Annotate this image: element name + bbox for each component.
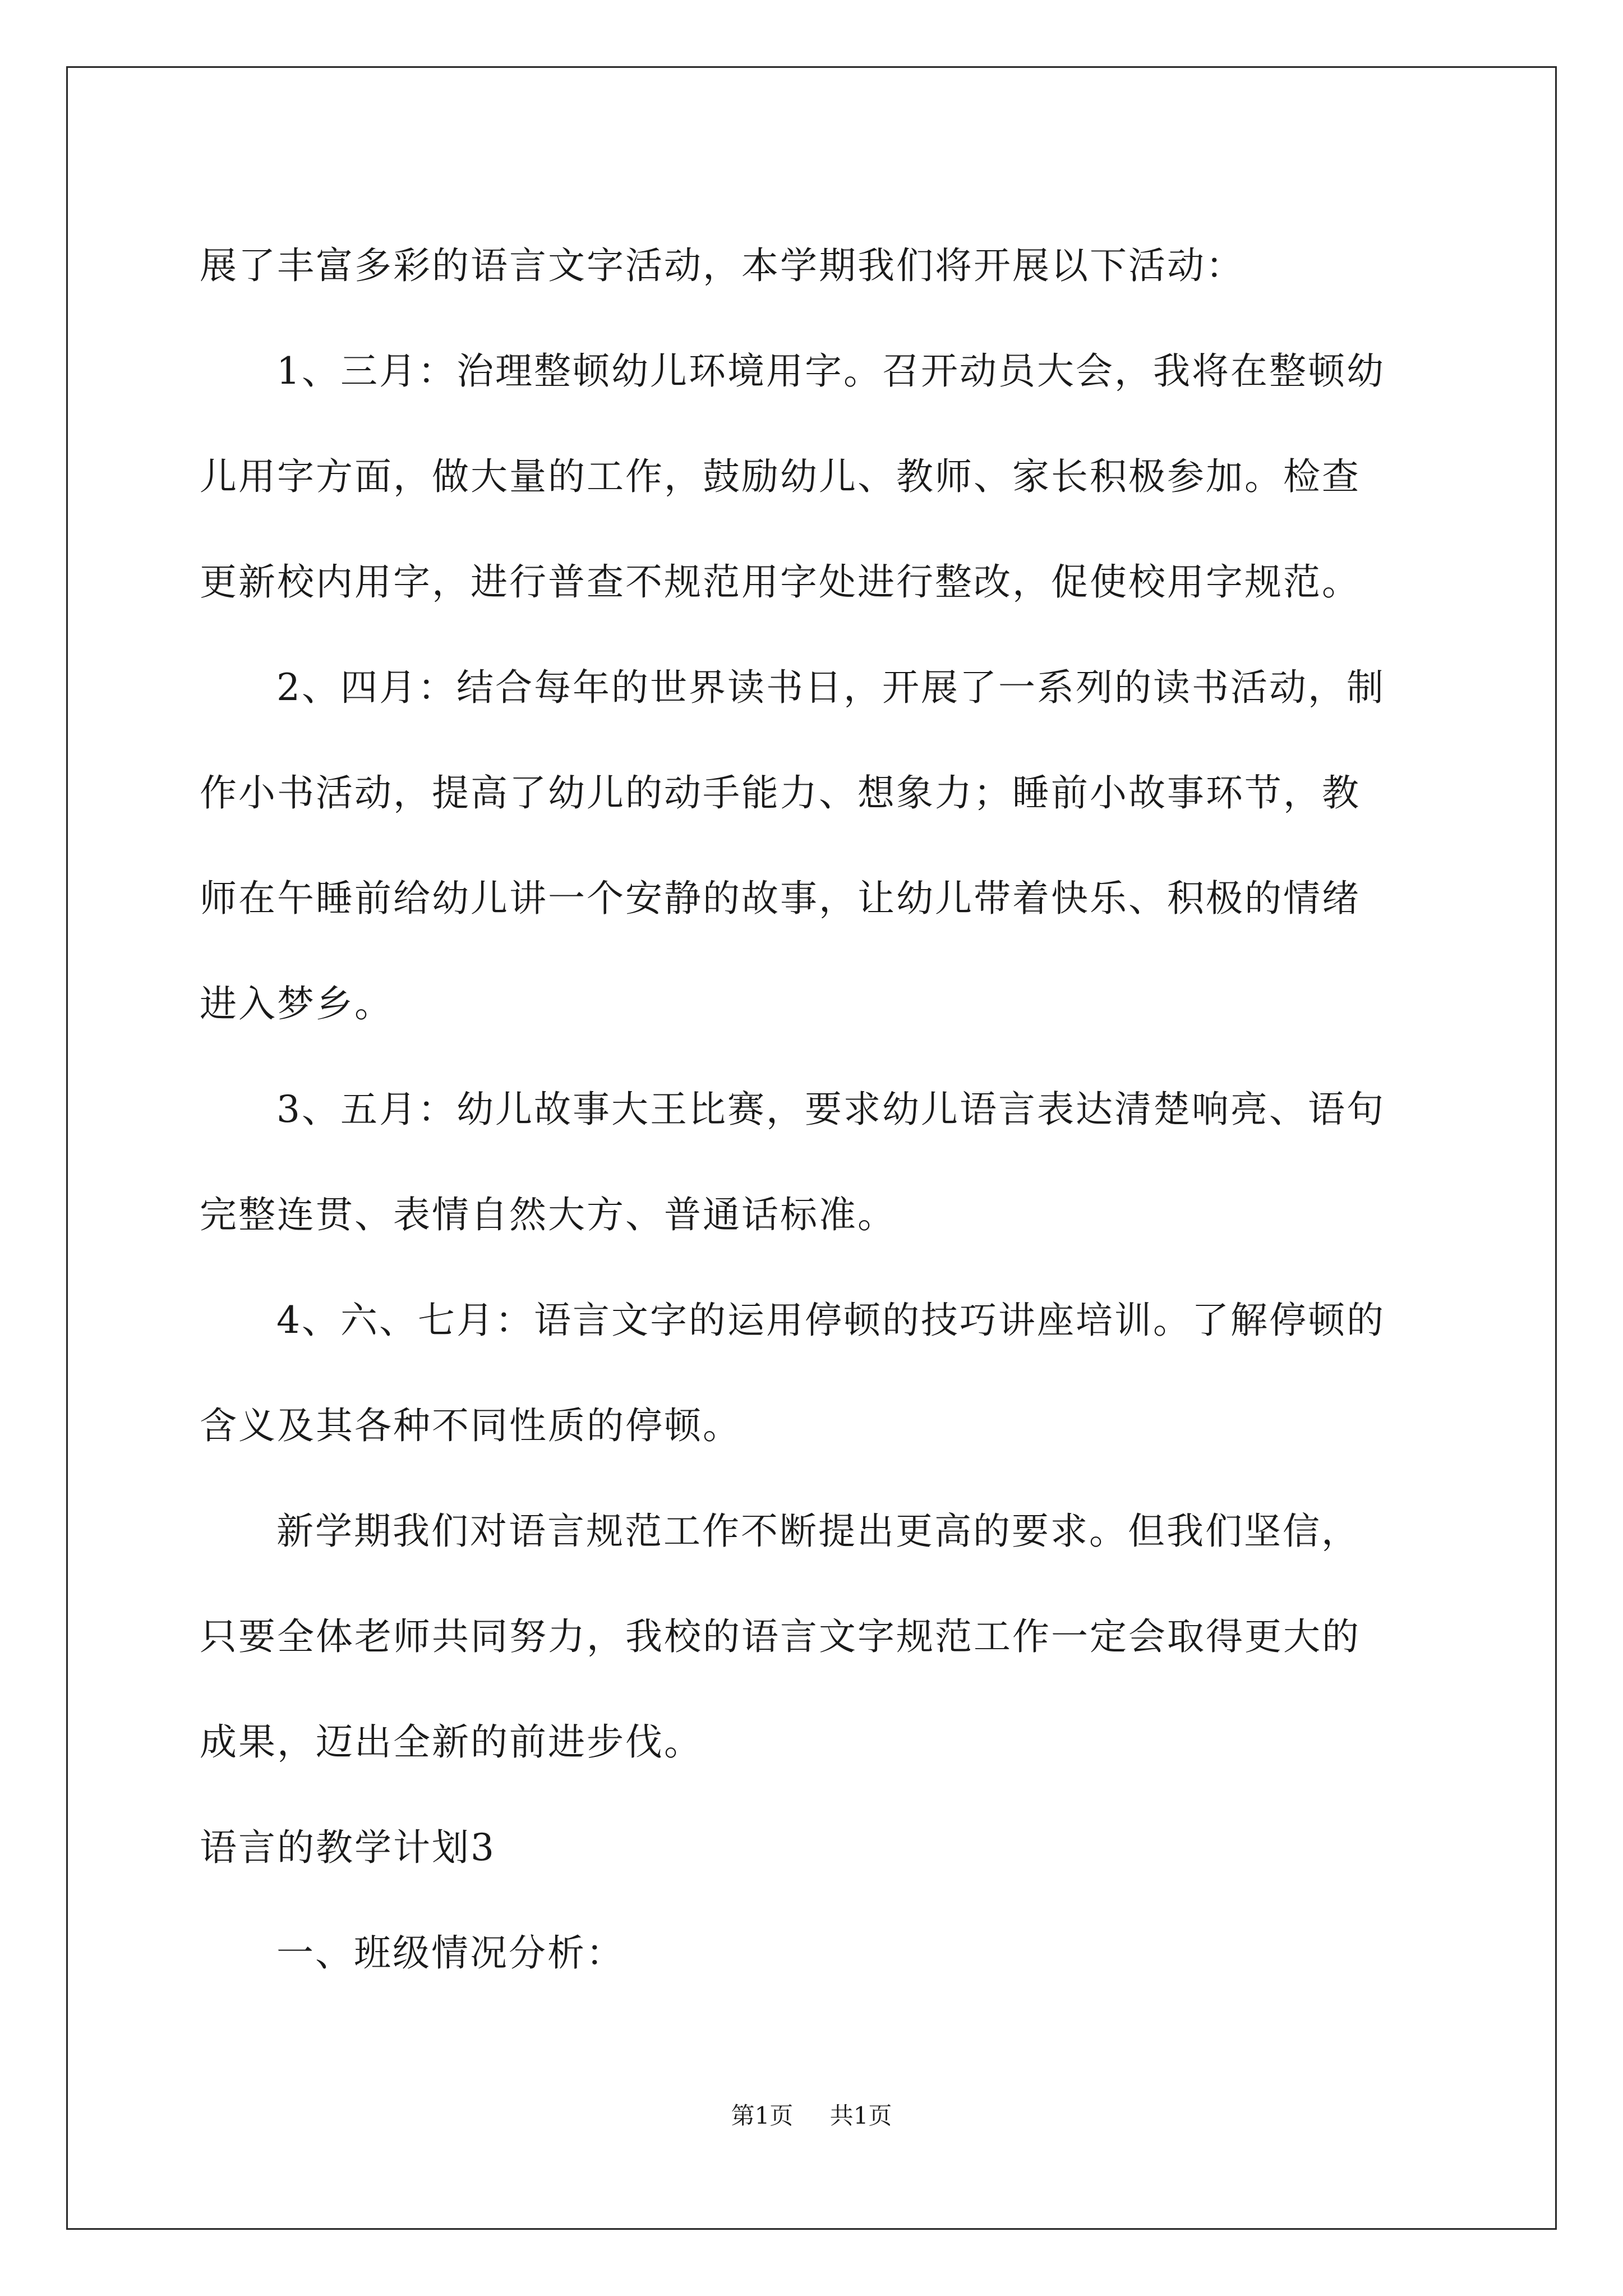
document-body — [200, 213, 1431, 2006]
text-line: 1、三月：治理整顿幼儿环境用字。召开动员大会，我将在整顿幼 — [276, 349, 1385, 393]
section-heading: 语言的教学计划3 — [200, 1826, 496, 1869]
text-line: 3、五月：幼儿故事大王比赛，要求幼儿语言表达清楚响亮、语句 — [276, 1088, 1385, 1131]
text-line: 只要全体老师共同努力，我校的语言文字规范工作一定会取得更大的 — [200, 1615, 1361, 1658]
text-line: 新学期我们对语言规范工作不断提出更高的要求。但我们坚信， — [276, 1510, 1360, 1553]
text-line: 含义及其各种不同性质的停顿。 — [200, 1404, 741, 1447]
page-count: 共1页 — [829, 2102, 892, 2129]
subsection-heading: 一、班级情况分析： — [276, 1931, 625, 1975]
text-line: 师在午睡前给幼儿讲一个安静的故事，让幼儿带着快乐、积极的情绪 — [200, 877, 1361, 920]
text-line: 更新校内用字，进行普查不规范用字处进行整改，促使校用字规范。 — [200, 560, 1361, 604]
text-line: 完整连贯、表情自然大方、普通话标准。 — [200, 1193, 896, 1236]
text-line: 2、四月：结合每年的世界读书日，开展了一系列的读书活动，制 — [276, 666, 1385, 709]
text-line: 进入梦乡。 — [200, 982, 393, 1025]
text-line: 儿用字方面，做大量的工作，鼓励幼儿、教师、家长积极参加。检查 — [200, 455, 1361, 498]
text-line: 作小书活动，提高了幼儿的动手能力、想象力；睡前小故事环节，教 — [200, 771, 1361, 815]
text-line: 4、六、七月：语言文字的运用停顿的技巧讲座培训。了解停顿的 — [276, 1299, 1385, 1342]
page-number: 第1页 — [731, 2102, 794, 2129]
text-line: 展了丰富多彩的语言文字活动，本学期我们将开展以下活动： — [200, 244, 1244, 287]
page-footer — [0, 2099, 1623, 2133]
text-line: 成果，迈出全新的前进步伐。 — [200, 1720, 703, 1764]
